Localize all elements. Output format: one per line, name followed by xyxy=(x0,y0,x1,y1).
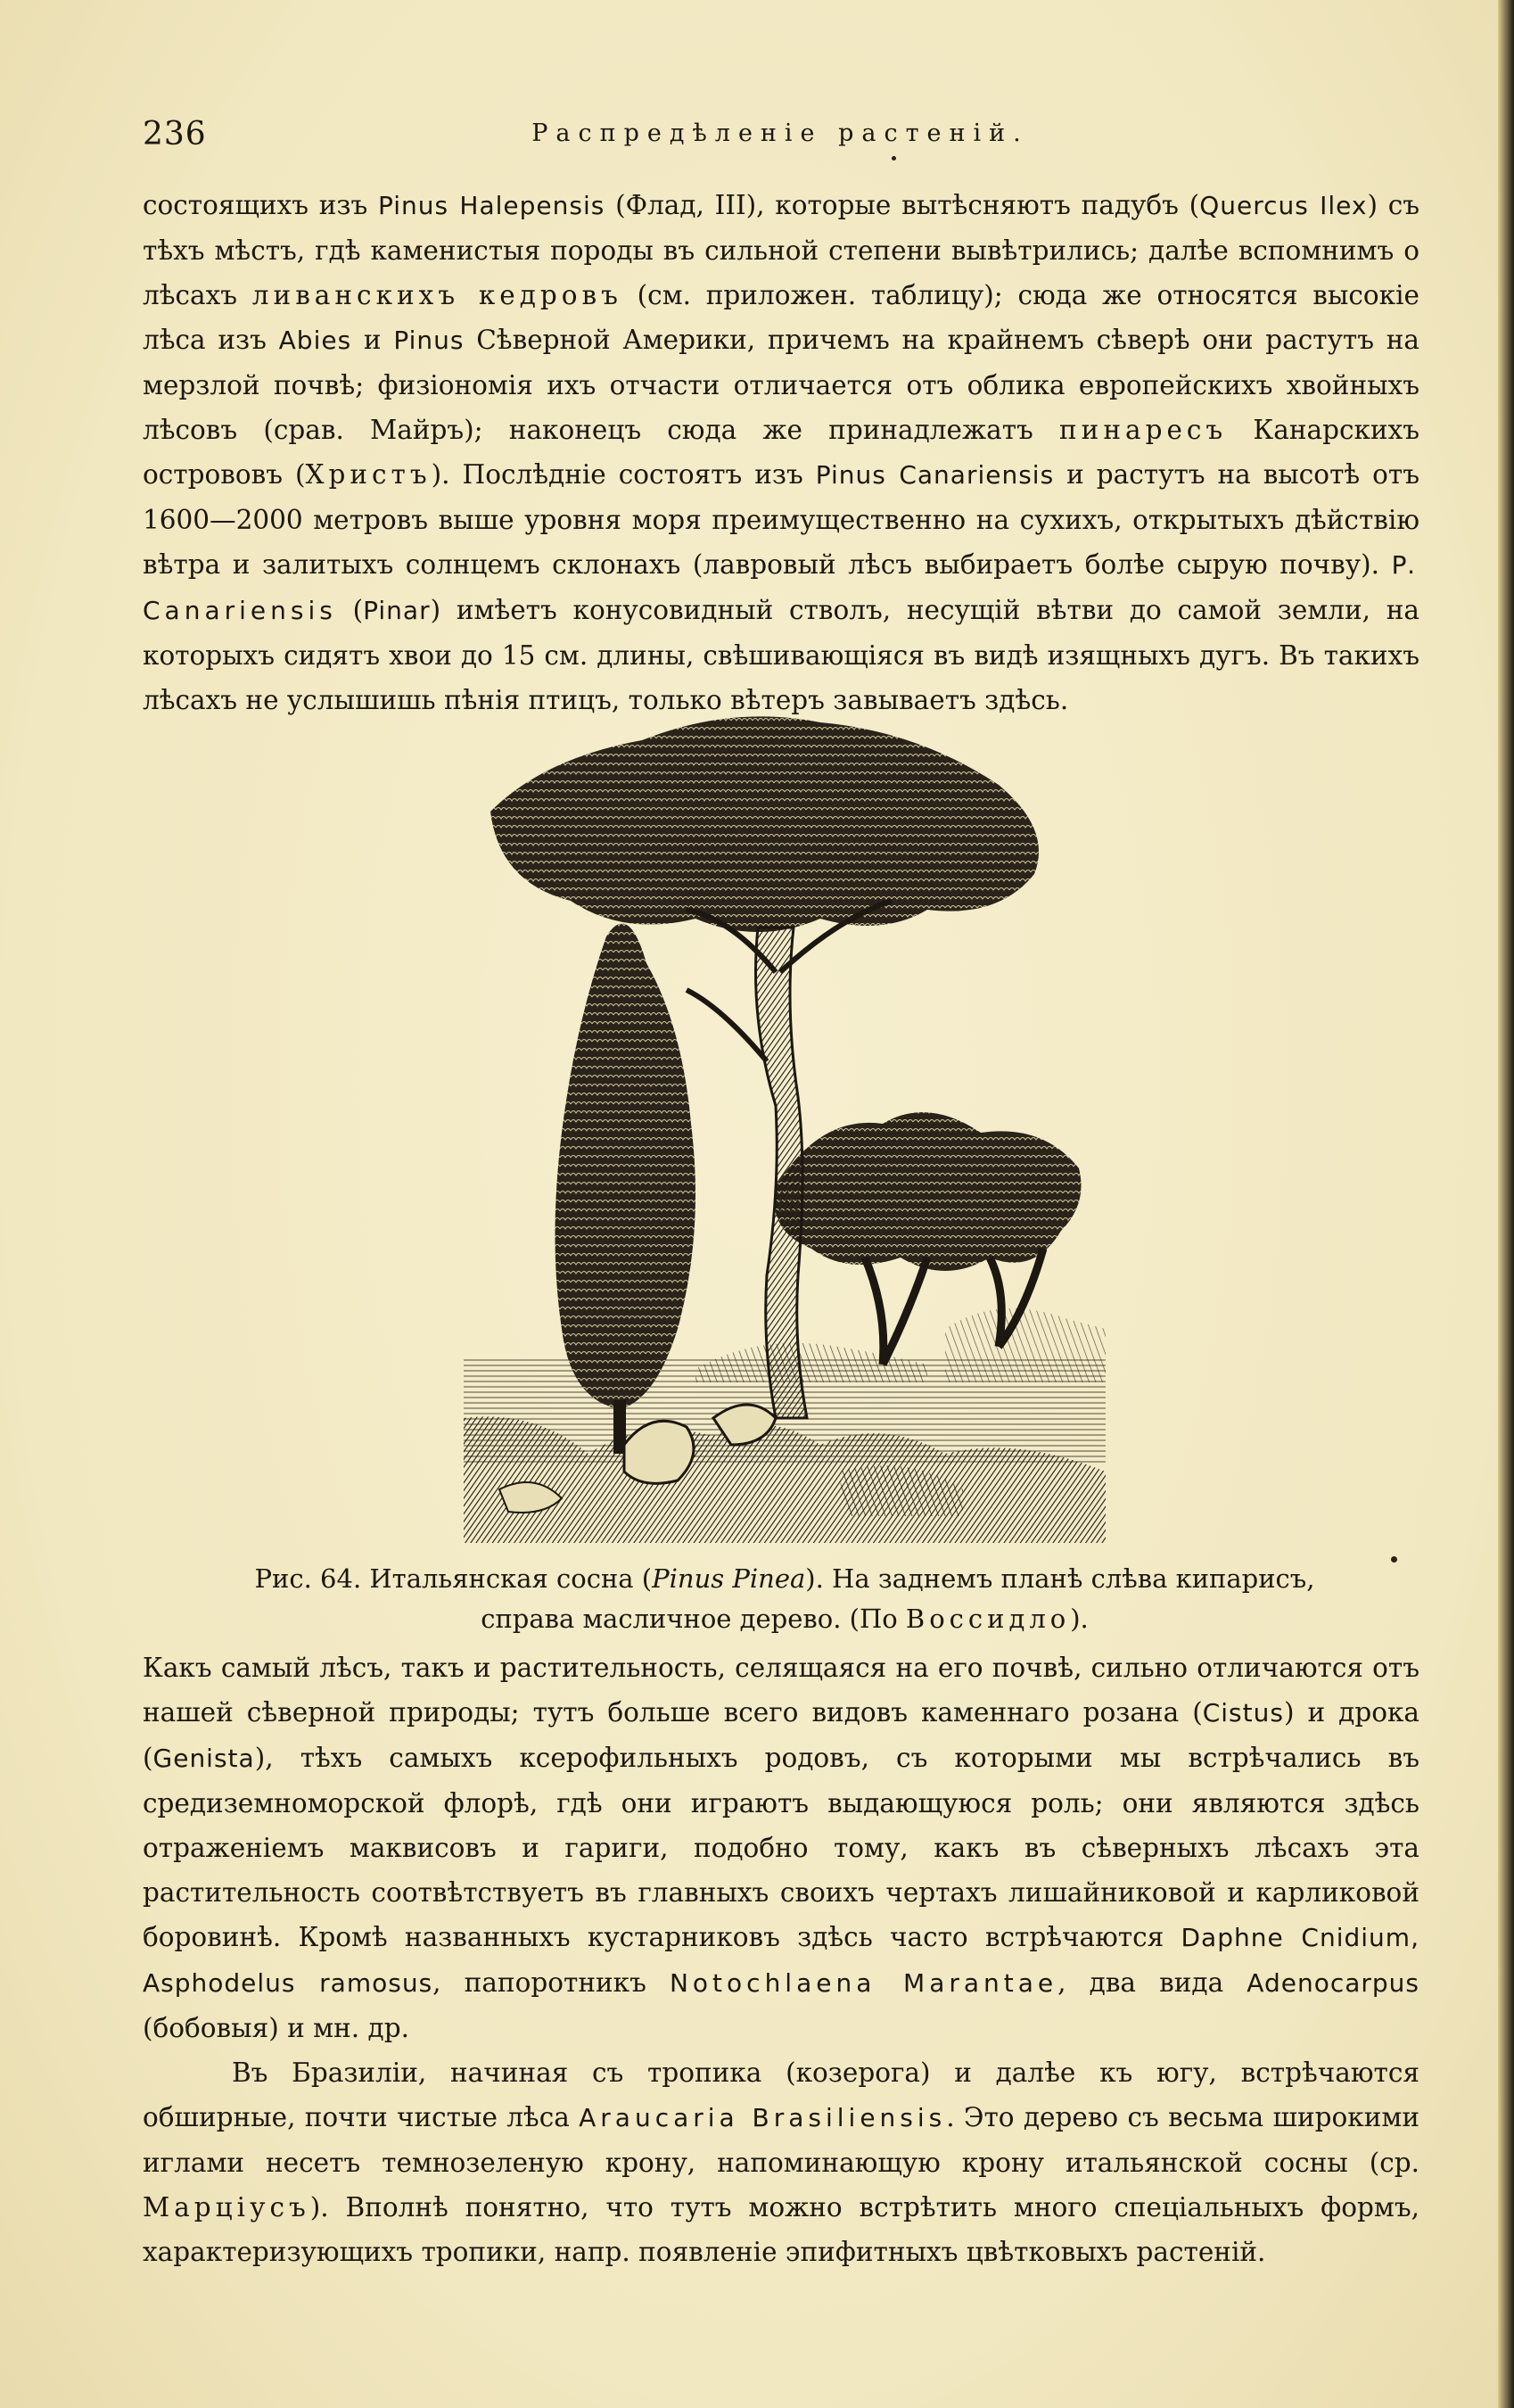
latin-or-emphasis-text: P. Canariensis xyxy=(143,550,1419,625)
ink-speck xyxy=(1391,1556,1397,1563)
latin-or-emphasis-text: Adenocarpus xyxy=(1247,1968,1420,1998)
text-run: . Это дерево съ весьма широкими иглами несетъ темнозеленую крону, напоминающую крону итальянской сосны (ср. xyxy=(143,2102,1419,2178)
text-run: Канарскихъ острововъ ( xyxy=(143,415,1419,490)
ink-speck xyxy=(892,156,896,161)
paragraph xyxy=(143,183,1419,722)
text-run: ), тѣхъ самыхъ ксерофильныхъ родовъ, съ которыми мы встрѣчались въ средиземноморской флорѣ, гдѣ они играютъ выдающуюся роль; они являются здѣсь отраженіемъ маквисовъ и гариги, подобно тому, какъ въ сѣверныхъ лѣсахъ эта растительность соотвѣтствуетъ въ главныхъ своихъ чертахъ лишайниковой и карликовой боровинѣ. Кромѣ названныхъ кустарниковъ здѣсь часто встрѣчаются xyxy=(143,1743,1419,1952)
latin-or-emphasis-text: пинаресъ xyxy=(1059,415,1228,445)
page-header xyxy=(143,116,1418,161)
text-run: (см. приложен. таблицу); сюда же относятся высокіе лѣса изъ xyxy=(143,280,1420,355)
latin-or-emphasis-text: Notochlaena Marantae xyxy=(669,1968,1058,1998)
text-run: ( xyxy=(336,595,364,625)
page-edge-shadow xyxy=(1498,0,1514,2408)
text-run: ) съ тѣхъ мѣстъ, гдѣ каменистыя породы въ сильной степени вывѣтрились; далѣе вспомнимъ о лѣсахъ xyxy=(143,190,1419,310)
text-run: , папоротникъ xyxy=(432,1967,670,1998)
latin-or-emphasis-text: Genista xyxy=(152,1744,255,1773)
latin-or-emphasis-text: Pinus Halepensis xyxy=(378,191,605,220)
text-run: ). Вполнѣ понятно, что тутъ можно встрѣтить много спеціальныхъ формъ, характеризующихъ тропики, напр. появленіе эпифитныхъ цвѣтковыхъ растеній. xyxy=(143,2192,1419,2267)
latin-or-emphasis-text: Quercus Ilex xyxy=(1199,191,1368,220)
latin-or-emphasis-text: Pinar xyxy=(363,596,431,625)
top-text-block xyxy=(143,183,1419,722)
latin-or-emphasis-text: Pinus Canariensis xyxy=(815,460,1055,490)
caption-suffix: ). xyxy=(1070,1604,1089,1634)
text-run: ) имѣетъ конусовидный стволъ, несущій вѣтви до самой земли, на которыхъ сидятъ хвои до 15 см. длины, свѣшивающіяся въ видѣ изящныхъ дугъ. Въ такихъ лѣсахъ не услышишь пѣнія птицъ, только вѣтеръ завываетъ здѣсь. xyxy=(143,595,1419,715)
engraving-svg xyxy=(464,705,1106,1543)
caption-author: Воссидло xyxy=(905,1604,1071,1634)
latin-or-emphasis-text: Araucaria Brasiliensis xyxy=(579,2103,947,2132)
text-run: и xyxy=(351,325,394,355)
latin-or-emphasis-text: Daphne Cnidium, Asphodelus ramosus xyxy=(143,1923,1419,1998)
text-run: ) и дрока ( xyxy=(143,1697,1419,1773)
text-run: состоящихъ изъ xyxy=(143,190,378,220)
text-run: (Флад, III), которые вытѣсняютъ падубъ ( xyxy=(605,190,1200,220)
latin-or-emphasis-text: Abies xyxy=(278,326,352,355)
paragraph xyxy=(143,2050,1419,2274)
caption-species: Pinus Pinea xyxy=(652,1563,806,1594)
figure-caption xyxy=(232,1559,1337,1639)
pine-illustration xyxy=(464,705,1106,1543)
text-run: Какъ самый лѣсъ, такъ и растительность, селящаяся на его почвѣ, сильно отличаются отъ нашей сѣверной природы; тутъ больше всего видовъ каменнаго розана ( xyxy=(143,1653,1419,1728)
text-run: Сѣверной Америки, причемъ на крайнемъ сѣверѣ они растутъ на мерзлой почвѣ; физіономія ихъ отчасти отличается отъ облика европейскихъ хвойныхъ лѣсовъ (срав. Майръ); наконецъ сюда же принадлежатъ xyxy=(143,325,1420,445)
paragraph xyxy=(143,1645,1419,2050)
latin-or-emphasis-text: Pinus xyxy=(393,326,465,355)
page-number: 236 xyxy=(143,116,207,153)
caption-mid: ). На заднемъ планѣ слѣва кипарисъ, справа масличное дерево. (По xyxy=(481,1563,1315,1634)
latin-or-emphasis-text: ливанскихъ кедровъ xyxy=(251,280,622,310)
text-run: Въ Бразиліи, начиная съ тропика (козерога) и далѣе къ югу, встрѣчаются обширные, почти чистые лѣса xyxy=(143,2058,1419,2132)
running-title: Распредѣленіе растеній. xyxy=(531,120,1029,147)
text-run: , два вида xyxy=(1057,1967,1247,1998)
latin-or-emphasis-text: Cistus xyxy=(1202,1698,1284,1728)
caption-prefix: Рис. 64. Итальянская сосна ( xyxy=(254,1563,653,1594)
text-run: и растутъ на высотѣ отъ 1600—2000 метровъ выше уровня моря преимущественно на сухихъ, открытыхъ дѣйствію вѣтра и залитыхъ солнцемъ склонахъ (лавровый лѣсъ выбираетъ болѣе сырую почву). xyxy=(143,459,1419,580)
latin-or-emphasis-text: Христъ xyxy=(305,459,432,490)
text-run: (бобовыя) и мн. др. xyxy=(143,2013,409,2043)
bottom-text-block xyxy=(143,1645,1419,2274)
text-run: ). Послѣдніе состоятъ изъ xyxy=(431,459,816,490)
latin-or-emphasis-text: Марціусъ xyxy=(143,2192,310,2222)
